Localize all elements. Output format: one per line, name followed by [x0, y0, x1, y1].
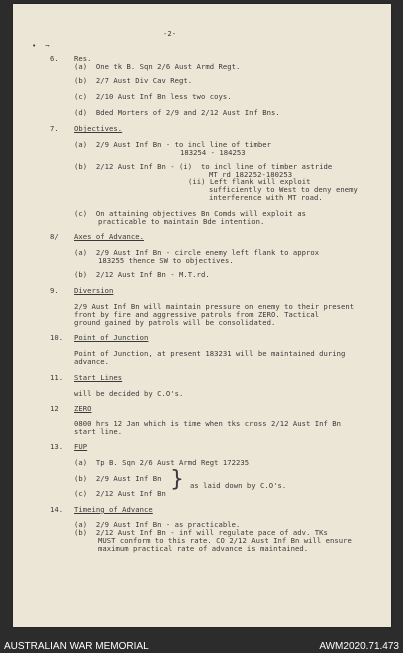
footer-institution: AUSTRALIAN WAR MEMORIAL: [4, 641, 149, 652]
section-7-item-c-cont: practicable to maintain Bde intention.: [98, 217, 265, 226]
section-7-item-b-ii-cont2: interference with MT road.: [209, 193, 323, 202]
section-14-item-b-cont1: MUST conform to this rate. CO 2/12 Aust Inf Bn will ensure: [98, 536, 352, 545]
section-6-item-c: (c) 2/10 Aust Inf Bn less two coys.: [74, 92, 232, 101]
section-13-item-a: (a) Tp B. Sqn 2/6 Aust Armd Regt 172235: [74, 458, 250, 467]
section-7-item-b-grid: MT rd 182252-180253: [209, 170, 293, 179]
section-9-title: Diversion: [74, 286, 114, 295]
archive-footer: [4, 640, 399, 653]
section-10-line-1: Point of Junction, at present 183231 will be maintained during: [74, 349, 346, 358]
section-14-number: 14.: [50, 505, 64, 514]
section-6-item-a: (a) One tk B. Sqn 2/6 Aust Armd Regt.: [74, 62, 241, 71]
section-8-title: Axes of Advance.: [74, 232, 145, 241]
section-7-item-b-ii: (ii) Left flank will exploit: [188, 177, 311, 186]
section-9-line-3: ground gained by patrols will be consolidated.: [74, 318, 276, 327]
section-9-line-1: 2/9 Aust Inf Bn will maintain pressure on enemy to their present: [74, 302, 355, 311]
section-14-item-a: (a) 2/9 Aust Inf Bn - as practicable.: [74, 520, 241, 529]
section-10-title: Point of Junction: [74, 333, 149, 342]
section-13-note: as laid down by C.O's.: [190, 481, 287, 490]
section-6-item-b: (b) 2/7 Aust Div Cav Regt.: [74, 76, 193, 85]
section-9-line-2: front by fire and aggressive patrols from ZERO. Tactical: [74, 310, 320, 319]
section-7-item-a-grid: 183254 - 184253: [180, 148, 246, 157]
section-7-title: Objectives.: [74, 124, 123, 133]
section-7-item-c: (c) On attaining objectives Bn Comds will exploit as: [74, 209, 306, 218]
section-10-number: 10.: [50, 333, 64, 342]
section-12-line-2: start line.: [74, 427, 123, 436]
section-7-item-b-ii-cont1: sufficiently to West to deny enemy: [209, 185, 358, 194]
section-12-title: ZERO: [74, 404, 92, 413]
page-number: -2-: [163, 29, 177, 38]
margin-mark: • ¬: [32, 41, 50, 50]
section-10-line-2: advance.: [74, 357, 110, 366]
section-8-item-a-cont: 183255 thence SW to objectives.: [98, 256, 234, 265]
section-7-number: 7.: [50, 124, 59, 133]
section-7-item-a: (a) 2/9 Aust Inf Bn - to incl line of timber: [74, 140, 271, 149]
section-6-number: 6.: [50, 54, 59, 63]
section-14-title: Timeing of Advance: [74, 505, 153, 514]
section-11-title: Start Lines: [74, 373, 123, 382]
section-8-item-a: (a) 2/9 Aust Inf Bn - circle enemy left flank to approx: [74, 248, 320, 257]
section-6-title: Res.: [74, 54, 92, 63]
section-9-number: 9.: [50, 286, 59, 295]
section-14-item-b-cont2: maximum practical rate of advance is maintained.: [98, 544, 309, 553]
section-6-item-d: (d) Bded Morters of 2/9 and 2/12 Aust Inf Bns.: [74, 108, 280, 117]
brace-mark: }: [170, 467, 184, 492]
section-8-item-b: (b) 2/12 Aust Inf Bn - M.T.rd.: [74, 270, 210, 279]
section-8-number: 8/: [50, 232, 59, 241]
section-11-number: 11.: [50, 373, 64, 382]
section-14-item-b: (b) 2/12 Aust Inf Bn - inf will regulate pace of adv. TKs: [74, 528, 328, 537]
section-12-number: 12: [50, 404, 59, 413]
section-12-line-1: 0800 hrs 12 Jan which is time when tks cross 2/12 Aust Inf Bn: [74, 419, 342, 428]
footer-accession-number: AWM2020.71.473: [319, 641, 399, 652]
section-7-item-b: (b) 2/12 Aust Inf Bn - (i) to incl line of timber astride: [74, 162, 333, 171]
section-13-title: FUP: [74, 442, 88, 451]
section-13-number: 13.: [50, 442, 64, 451]
section-13-item-c: (c) 2/12 Aust Inf Bn: [74, 489, 166, 498]
section-13-item-b: (b) 2/9 Aust Inf Bn: [74, 474, 162, 483]
section-11-line-1: will be decided by C.O's.: [74, 389, 184, 398]
